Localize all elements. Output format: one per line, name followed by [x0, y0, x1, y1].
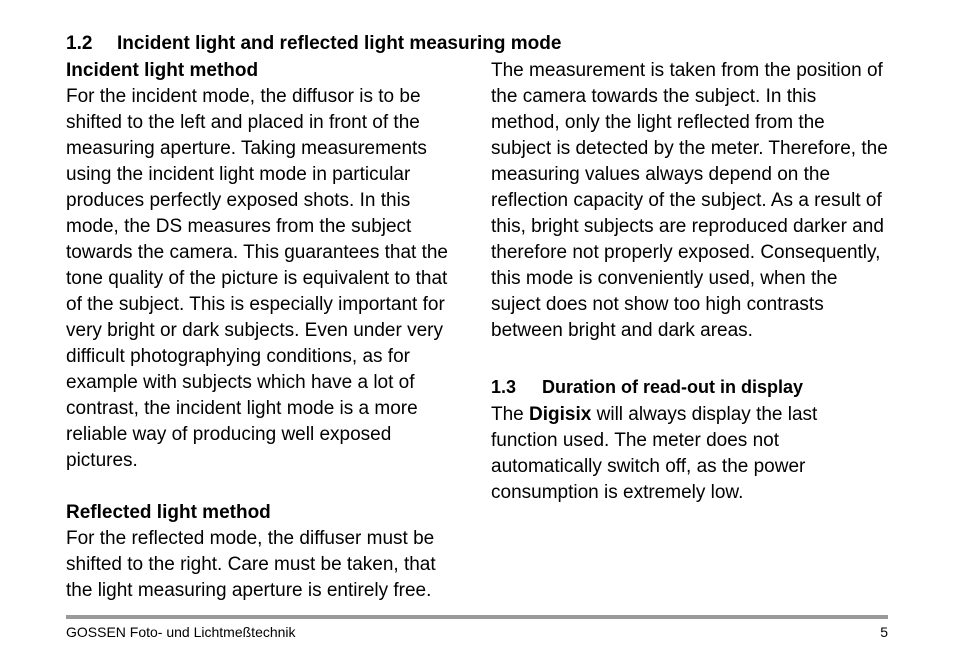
section-number: 1.2 [66, 33, 93, 54]
duration-paragraph [491, 402, 889, 506]
duration-text-end: will always display the last function used. The meter does not automatically switch off, as the power consumption is extremely low. [491, 404, 818, 503]
right-column [491, 58, 889, 506]
page-number: 5 [880, 624, 888, 640]
section-title: Incident light and reflected light measuring mode [117, 33, 562, 54]
duration-section-title: Duration of read-out in display [542, 377, 804, 397]
reflected-light-paragraph: For the reflected mode, the diffuser must be shifted to the right. Care must be taken, that the light measuring aperture is entirely free. [66, 528, 436, 601]
footer-company: GOSSEN Foto- und Lichtmeßtechnik [66, 624, 296, 640]
left-column [66, 58, 466, 604]
paragraph-spacer [66, 474, 466, 500]
brand-name: Digisix [529, 404, 592, 425]
duration-heading [491, 374, 889, 400]
reflected-light-continued-paragraph: The measurement is taken from the position of the camera towards the subject. In this method, only the light reflected from the subject is detected by the meter. Therefore, the measuring values always depend on the reflection capacity of the subject. As a result of this, bright subjects are reproduced darker and therefore not properly exposed. Consequently, this mode is conveniently used, when the suject does not show too high contrasts between bright and dark areas. [491, 60, 888, 341]
section-heading [66, 32, 561, 56]
incident-light-paragraph: For the incident mode, the diffusor is to be shifted to the left and placed in front of the measuring aperture. Taking measurements using the incident light mode in particular produces perfectly exposed shots. In this mode, the DS measures from the subject towards the camera. This guarantees that the tone quality of the picture is equivalent to that of the subject. This is especially important for very bright or dark subjects. Even under very difficult photographying conditions, as for example with subjects which have a lot of contrast, the incident light mode is a more reliable way of producing well exposed pictures. [66, 86, 448, 471]
duration-section-number: 1.3 [491, 377, 517, 397]
duration-text-start: The [491, 404, 530, 425]
footer-divider [66, 615, 888, 619]
incident-light-heading: Incident light method [66, 60, 259, 81]
reflected-light-heading: Reflected light method [66, 502, 271, 523]
